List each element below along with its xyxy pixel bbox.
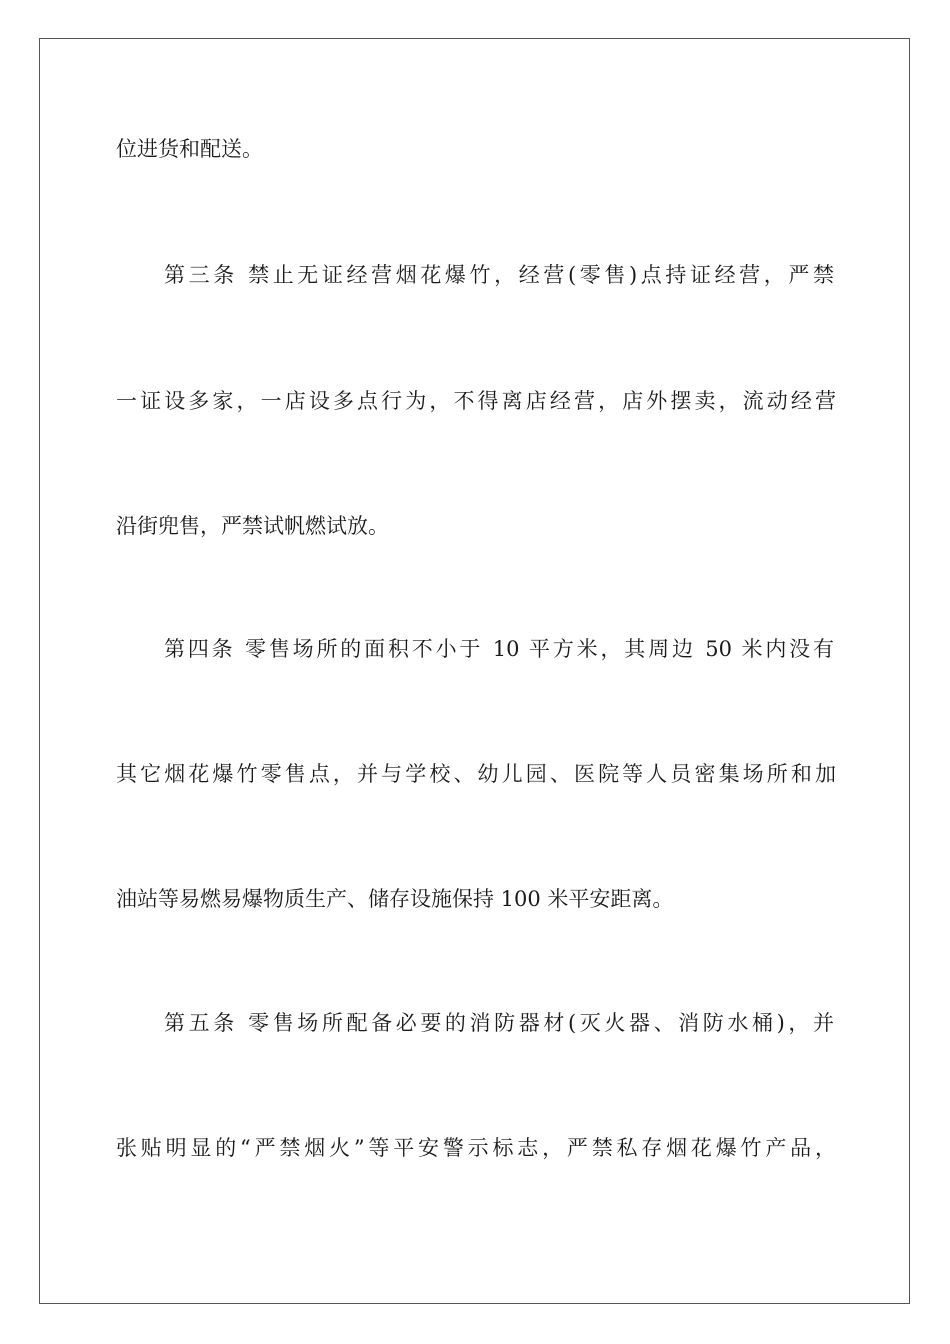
- paragraph-line: 油站等易燃易爆物质生产、储存设施保持 100 米平安距离。: [116, 887, 674, 911]
- paragraph-line: 位进货和配送。: [116, 137, 263, 161]
- paragraph-line: 一证设多家，一店设多点行为，不得离店经营，店外摆卖，流动经营: [116, 389, 836, 413]
- paragraph-line: 沿街兜售，严禁试帆燃试放。: [116, 514, 389, 538]
- paragraph-line: 其它烟花爆竹零售点，并与学校、幼儿园、医院等人员密集场所和加: [116, 762, 836, 786]
- article-4-line: 第四条 零售场所的面积不小于 10 平方米，其周边 50 米内没有: [164, 637, 834, 661]
- paragraph-line: 张贴明显的“严禁烟火”等平安警示标志，严禁私存烟花爆竹产品，: [116, 1136, 836, 1160]
- page-border: [39, 38, 910, 1304]
- article-5-line: 第五条 零售场所配备必要的消防器材(灭火器、消防水桶)，并: [164, 1011, 834, 1035]
- article-3-line: 第三条 禁止无证经营烟花爆竹，经营(零售)点持证经营，严禁: [164, 263, 834, 287]
